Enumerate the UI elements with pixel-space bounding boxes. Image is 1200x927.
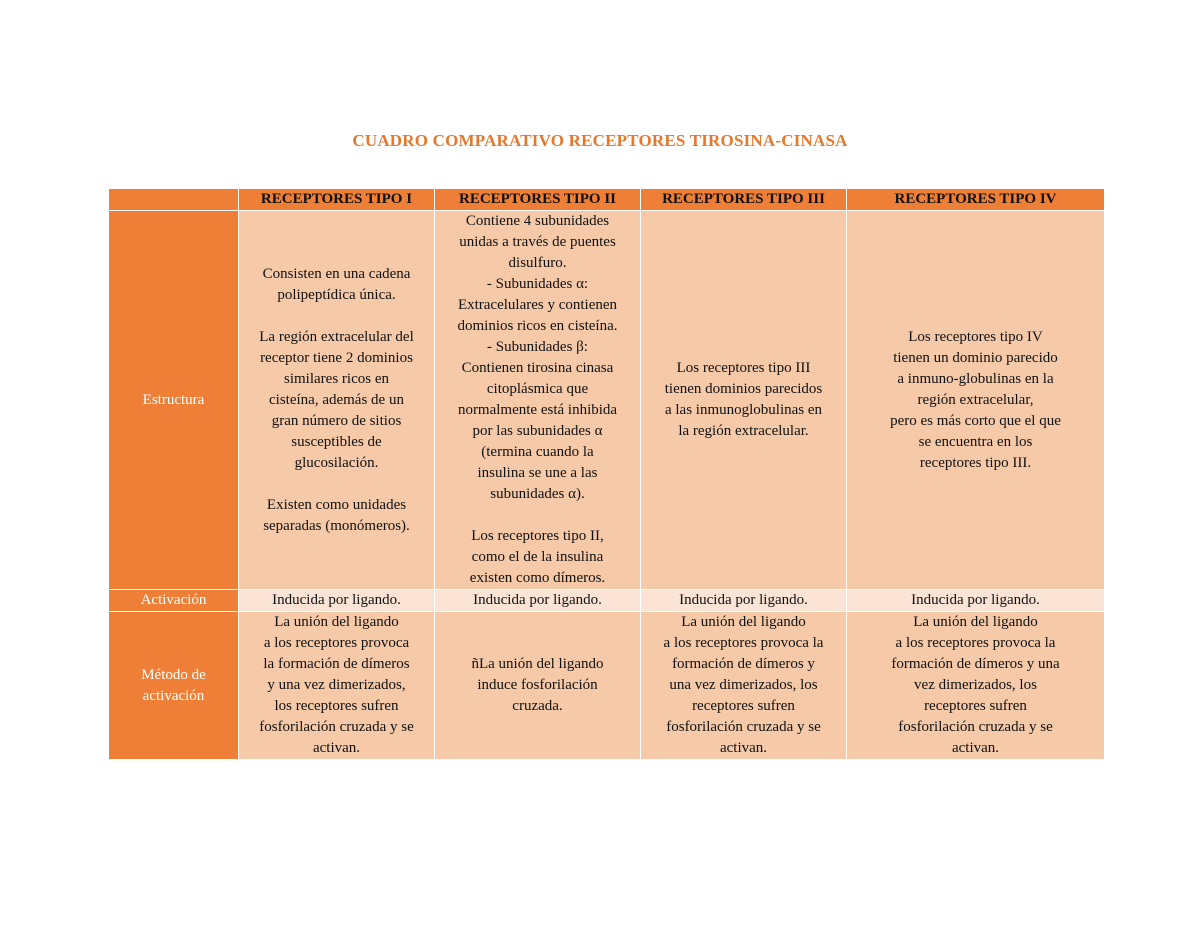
- document-title: CUADRO COMPARATIVO RECEPTORES TIROSINA-CINASA: [352, 131, 848, 150]
- table-header-row: [109, 189, 1105, 211]
- cell-estructura-tipo-i: Consisten en una cadena polipeptídica única. La región extracelular del receptor tiene 2 dominios similares ricos en cisteína, además de un gran número de sitios susceptibles de glucosilación. Existen como unidades separadas (monómeros).: [239, 211, 435, 590]
- table-row-activacion: [109, 590, 1105, 612]
- cell-metodo-tipo-ii: ñLa unión del ligando induce fosforilación cruzada.: [435, 612, 641, 760]
- table-row-metodo: [109, 612, 1105, 760]
- cell-estructura-tipo-ii: Contiene 4 subunidades unidas a través de puentes disulfuro. - Subunidades α: Extracelulares y contienen dominios ricos en cisteína. - Subunidades β: Contienen tirosina cinasa citoplásmica que normalmente está inhibida por las subunidades α (termina cuando la insulina se une a las subunidades α). Los receptores tipo II, como el de la insulina existen como dímeros.: [435, 211, 641, 590]
- header-tipo-iv: RECEPTORES TIPO IV: [847, 189, 1105, 211]
- row-label-estructura: Estructura: [109, 211, 239, 590]
- cell-estructura-tipo-iii: Los receptores tipo III tienen dominios parecidos a las inmunoglobulinas en la región extracelular.: [641, 211, 847, 590]
- cell-activacion-tipo-iv: Inducida por ligando.: [847, 590, 1105, 612]
- cell-activacion-tipo-iii: Inducida por ligando.: [641, 590, 847, 612]
- header-tipo-iii: RECEPTORES TIPO III: [641, 189, 847, 211]
- cell-activacion-tipo-ii: Inducida por ligando.: [435, 590, 641, 612]
- comparison-table: [108, 188, 1105, 760]
- cell-metodo-tipo-iii: La unión del ligando a los receptores provoca la formación de dímeros y una vez dimerizados, los receptores sufren fosforilación cruzada y se activan.: [641, 612, 847, 760]
- cell-metodo-tipo-i: La unión del ligando a los receptores provoca la formación de dímeros y una vez dimerizados, los receptores sufren fosforilación cruzada y se activan.: [239, 612, 435, 760]
- cell-activacion-tipo-i: Inducida por ligando.: [239, 590, 435, 612]
- cell-metodo-tipo-iv: La unión del ligando a los receptores provoca la formación de dímeros y una vez dimerizados, los receptores sufren fosforilación cruzada y se activan.: [847, 612, 1105, 760]
- table-row-estructura: [109, 211, 1105, 590]
- header-tipo-i: RECEPTORES TIPO I: [239, 189, 435, 211]
- header-tipo-ii: RECEPTORES TIPO II: [435, 189, 641, 211]
- header-empty-cell: [109, 189, 239, 211]
- row-label-activacion: Activación: [109, 590, 239, 612]
- row-label-metodo: Método de activación: [109, 612, 239, 760]
- cell-estructura-tipo-iv: Los receptores tipo IV tienen un dominio parecido a inmuno-globulinas en la región extracelular, pero es más corto que el que se encuentra en los receptores tipo III.: [847, 211, 1105, 590]
